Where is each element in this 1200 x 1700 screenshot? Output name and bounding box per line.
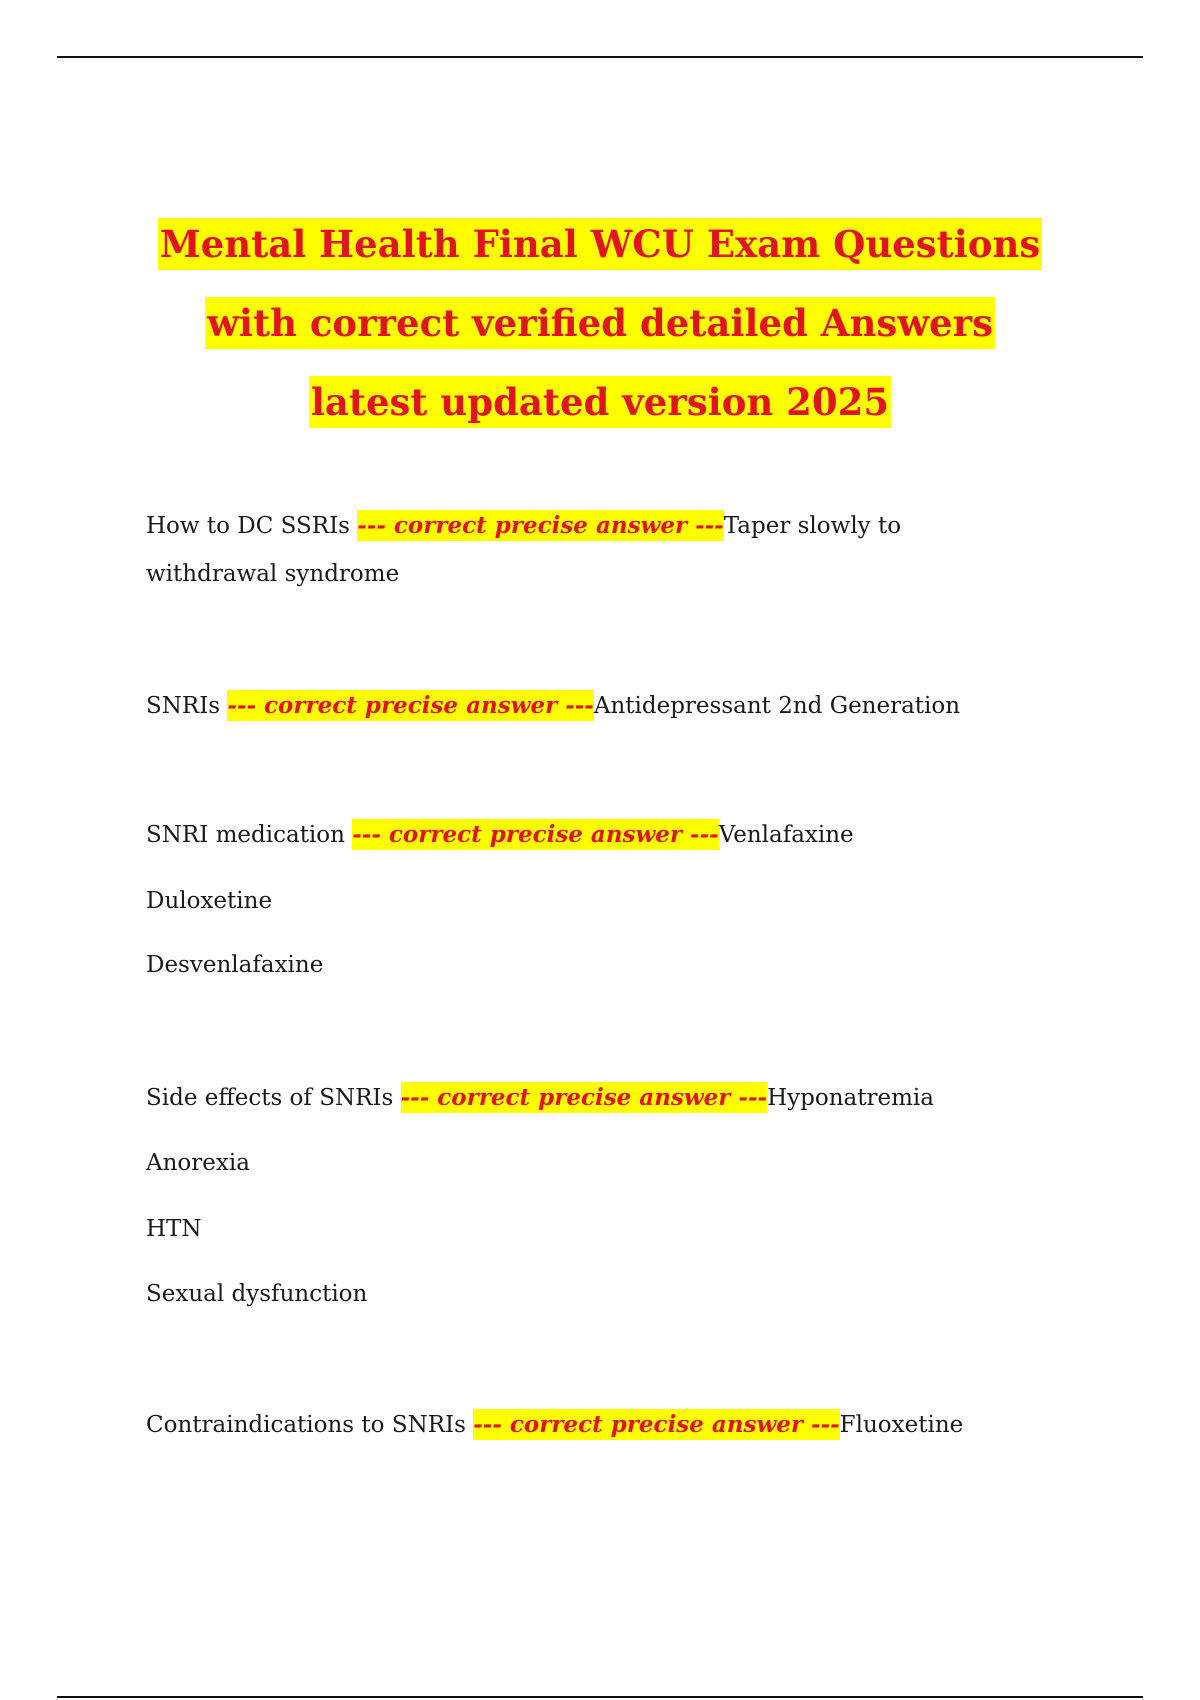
qa-question-line	[146, 511, 1086, 541]
qa-item-dc-ssris	[146, 511, 1086, 589]
qa-question: Side effects of SNRIs	[146, 1085, 401, 1111]
qa-item-snri-medication	[146, 820, 1086, 980]
qa-answer-line: Desvenlafaxine	[146, 952, 324, 978]
answer-separator: --- correct precise answer ---	[352, 821, 719, 848]
qa-answer: Venlafaxine	[718, 822, 854, 848]
qa-answer-line: Duloxetine	[146, 888, 273, 914]
title-line-1-text: Mental Health Final WCU Exam Questions	[158, 218, 1042, 270]
qa-item-contraindications	[146, 1410, 1086, 1440]
answer-separator: --- correct precise answer ---	[227, 692, 594, 719]
qa-item-side-effects	[146, 1083, 1086, 1309]
title-line-2-text: with correct verified detailed Answers	[205, 297, 995, 349]
answer-separator: --- correct precise answer ---	[400, 1084, 768, 1111]
qa-answer: Hyponatremia	[767, 1085, 934, 1111]
qa-answer: Antidepressant 2nd Generation	[593, 693, 961, 719]
qa-answer-line: Sexual dysfunction	[146, 1281, 368, 1307]
document-title	[0, 205, 1200, 442]
qa-answer: Fluoxetine	[839, 1412, 964, 1438]
title-line-3-text: latest updated version 2025	[309, 376, 891, 428]
qa-question: SNRI medication	[146, 822, 353, 848]
qa-answer-line: withdrawal syndrome	[146, 561, 400, 587]
top-rule	[57, 56, 1143, 58]
qa-question: How to DC SSRIs	[146, 513, 358, 539]
qa-question-line	[146, 820, 1086, 850]
qa-question-line	[146, 691, 1086, 721]
bottom-rule	[57, 1696, 1143, 1698]
qa-question-line	[146, 1410, 1086, 1440]
answer-separator: --- correct precise answer ---	[473, 1411, 840, 1438]
qa-answer: Taper slowly to	[723, 513, 902, 539]
qa-question: Contraindications to SNRIs	[146, 1412, 474, 1438]
qa-question-line	[146, 1083, 1086, 1113]
title-line-2	[0, 284, 1200, 363]
qa-answer-line: HTN	[146, 1216, 202, 1242]
qa-answer-line: Anorexia	[146, 1150, 250, 1176]
qa-question: SNRIs	[146, 693, 228, 719]
title-line-1	[0, 205, 1200, 284]
title-line-3	[0, 363, 1200, 442]
answer-separator: --- correct precise answer ---	[357, 512, 724, 539]
qa-item-snris	[146, 691, 1086, 721]
